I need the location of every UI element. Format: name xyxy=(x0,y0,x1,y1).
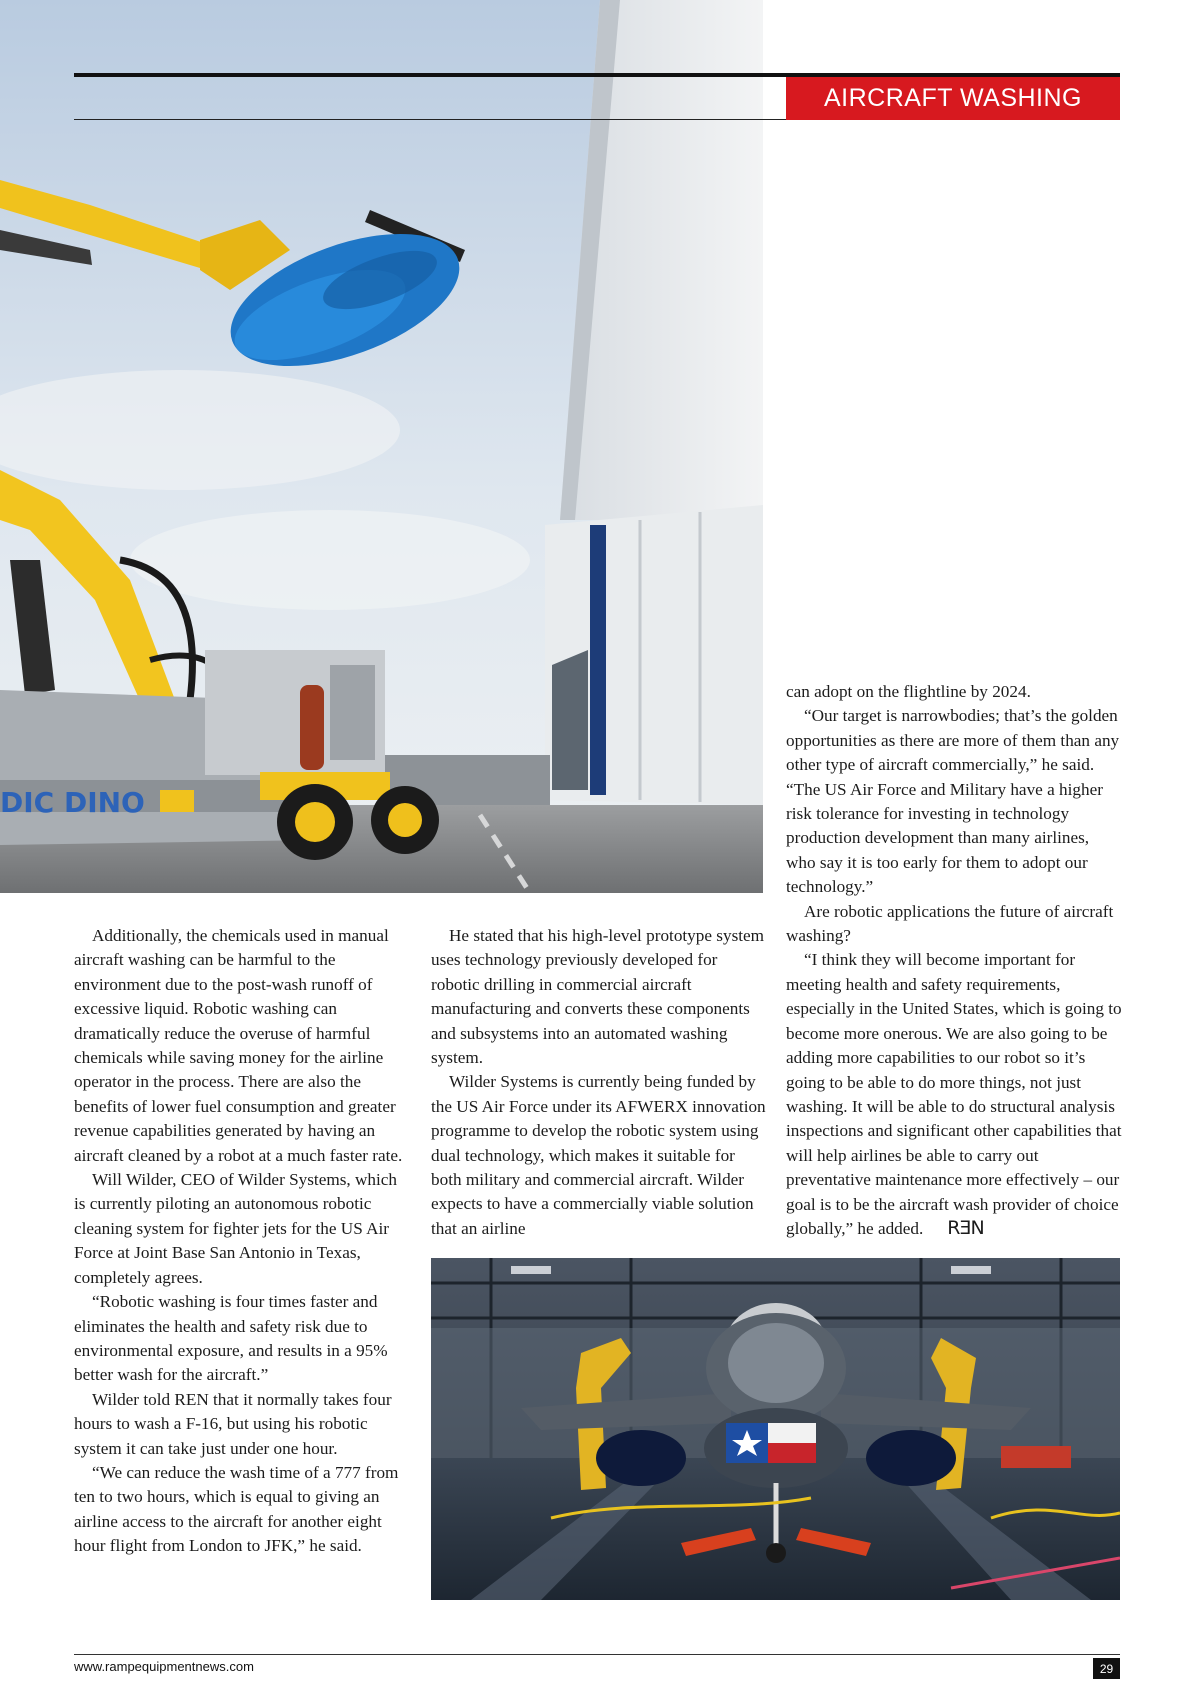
paragraph-text: “I think they will become important for meeting health and safety requirements, especially in the United States, which is going to become more onerous. We are also going to be adding more capabilities to our robot so it’s going to be able to do more things, not just washing. It will be able to do structural analysis inspections and significant other capabilities that will help airlines be able to carry out preventative maintenance more effectively – our goal is to be the aircraft wash provider of choice globally,” he added. xyxy=(786,950,1122,1238)
footer-website-url[interactable]: www.rampequipmentnews.com xyxy=(74,1659,254,1674)
paragraph-final xyxy=(786,948,1122,1241)
paragraph: can adopt on the flightline by 2024. xyxy=(786,682,1031,701)
paragraph: Are robotic applications the future of aircraft washing? xyxy=(786,901,1114,946)
paragraph: Will Wilder, CEO of Wilder Systems, which is currently piloting an autonomous robotic cleaning system for fighter jets for the US Air Force at Joint Base San Antonio in Texas, completely agrees. xyxy=(74,1170,397,1287)
footer-rule xyxy=(74,1654,1120,1655)
page-number: 29 xyxy=(1093,1658,1120,1679)
article-column-2 xyxy=(431,924,767,1241)
article-column-3 xyxy=(786,680,1122,1241)
section-tag: AIRCRAFT WASHING xyxy=(786,77,1120,120)
paragraph: He stated that his high-level prototype system uses technology previously developed for robotic drilling in commercial aircraft manufacturing and converts these components and subsystems into an automated washing system. xyxy=(431,926,765,1068)
paragraph: Wilder told REN that it normally takes four hours to wash a F-16, but using his robotic system it can take just under one hour. xyxy=(74,1389,392,1458)
jet-wash-bay-photo xyxy=(431,1258,1120,1600)
paragraph: Additionally, the chemicals used in manual aircraft washing can be harmful to the environment due to the post-wash runoff of excessive liquid. Robotic washing can dramatically reduce the overuse of harmful chemicals while saving money for the airline operator in the process. There are also the benefits of lower fuel consumption and greater revenue capabilities generated by having an aircraft cleaned by a robot at a much faster rate. xyxy=(74,926,403,1165)
header-rule-thin xyxy=(74,119,786,120)
paragraph: “We can reduce the wash time of a 777 from ten to two hours, which is equal to giving an airline access to the aircraft for another eight hour flight from London to JFK,” he said. xyxy=(74,1462,399,1556)
paragraph: “Our target is narrowbodies; that’s the golden opportunities as there are more of them than any other type of aircraft commercially,” he said. “The US Air Force and Military have a higher risk tolerance for investing in technology production development than many airlines, who say it is too early for them to adopt our technology.” xyxy=(786,706,1120,897)
hero-vehicle-lettering: DIC DINO xyxy=(0,786,145,819)
hero-photo-robot-wash-arm xyxy=(0,0,763,893)
paragraph: “Robotic washing is four times faster and eliminates the health and safety risk due to environmental exposure, and results in a 95% better wash for the aircraft.” xyxy=(74,1292,388,1385)
article-column-1 xyxy=(74,924,410,1559)
ren-end-mark-logo: RƎN xyxy=(947,1216,984,1239)
paragraph: Wilder Systems is currently being funded by the US Air Force under its AFWERX innovation programme to develop the robotic system using dual technology, which makes it suitable for both military and commercial aircraft. Wilder expects to have a commercially viable solution that an airline xyxy=(431,1072,766,1238)
